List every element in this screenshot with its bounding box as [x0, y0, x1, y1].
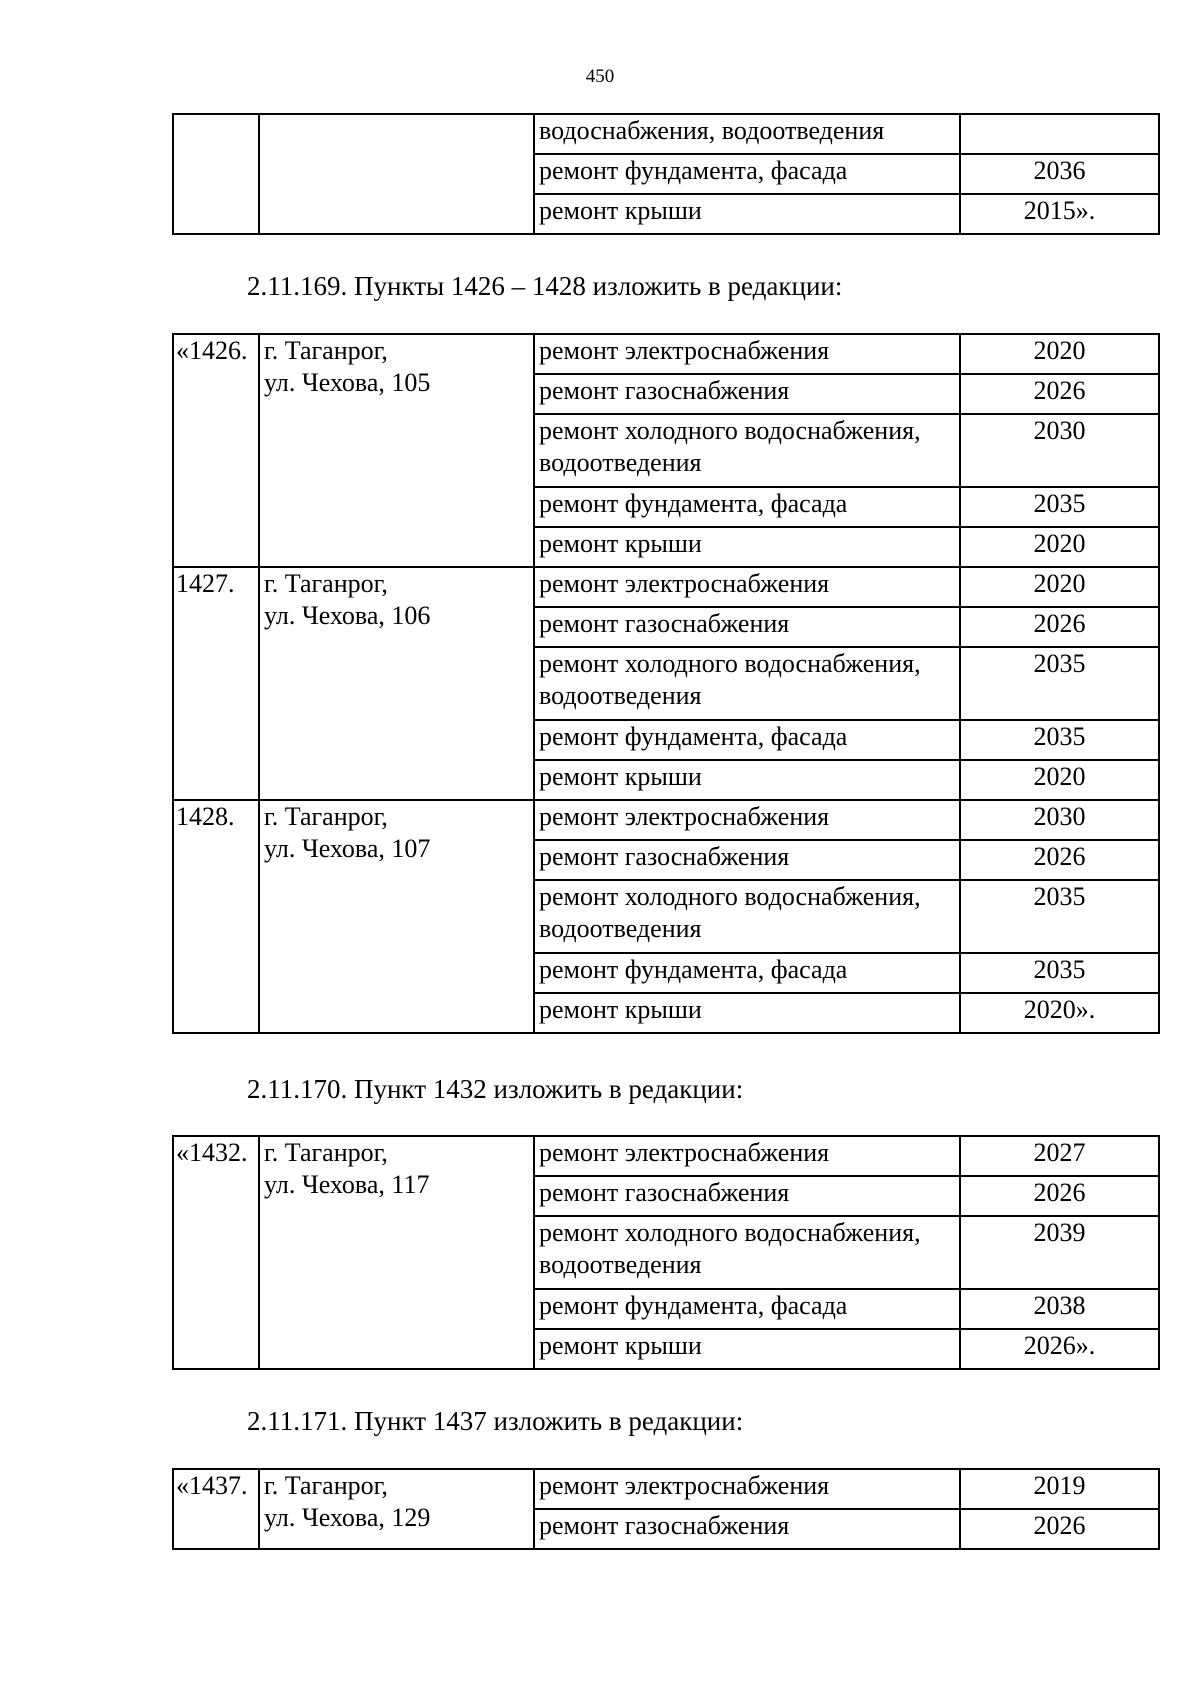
table-row — [173, 114, 1159, 154]
work-cell-text: ремонт электроснабжения — [539, 802, 830, 831]
work-cell — [534, 334, 960, 374]
year-cell-text: 2026». — [1023, 1331, 1096, 1360]
work-cell — [534, 1509, 960, 1549]
work-cell-text: ремонт холодного водоснабжения, водоотведения — [539, 882, 921, 943]
work-cell-text: ремонт крыши — [539, 529, 702, 558]
year-cell — [960, 334, 1159, 374]
work-cell-text: ремонт крыши — [539, 1331, 702, 1360]
year-cell — [960, 647, 1159, 720]
year-cell — [960, 1469, 1159, 1509]
work-cell-text: ремонт газоснабжения — [539, 842, 790, 871]
year-cell — [960, 953, 1159, 993]
empty-number-cell — [173, 114, 259, 234]
work-cell-text: ремонт электроснабжения — [539, 569, 830, 598]
item-number-cell-text: «1437. — [176, 1471, 248, 1500]
work-cell-text: ремонт газоснабжения — [539, 1511, 790, 1540]
year-cell — [960, 800, 1159, 840]
work-cell — [534, 527, 960, 567]
work-cell — [534, 840, 960, 880]
year-cell — [960, 1289, 1159, 1329]
address-cell — [259, 1469, 534, 1549]
work-cell-text: ремонт газоснабжения — [539, 1178, 790, 1207]
year-cell-text: 2026 — [1033, 1511, 1086, 1540]
year-cell — [960, 1136, 1159, 1176]
work-cell — [534, 567, 960, 607]
item-number-cell-text: «1426. — [176, 336, 248, 365]
year-cell-text: 2020 — [1033, 569, 1086, 598]
year-cell — [960, 487, 1159, 527]
year-cell-text: 2020 — [1033, 529, 1086, 558]
work-cell-text: ремонт газоснабжения — [539, 609, 790, 638]
year-cell — [960, 114, 1159, 154]
year-cell-text: 2020 — [1033, 336, 1086, 365]
item-number-cell-text: 1427. — [176, 569, 235, 598]
year-cell — [960, 414, 1159, 487]
work-cell — [534, 1289, 960, 1329]
year-cell-text: 2026 — [1033, 376, 1086, 405]
empty-address-cell — [259, 114, 534, 234]
items-table-1437 — [172, 1468, 1160, 1550]
year-cell — [960, 607, 1159, 647]
year-cell — [960, 194, 1159, 234]
item-number-cell — [173, 334, 259, 567]
item-number-cell — [173, 1136, 259, 1369]
work-cell — [534, 1136, 960, 1176]
year-cell-text: 2027 — [1033, 1138, 1086, 1167]
work-cell — [534, 1216, 960, 1289]
address-cell — [259, 334, 534, 567]
work-cell-text: ремонт фундамента, фасада — [539, 156, 848, 185]
work-cell — [534, 800, 960, 840]
year-cell — [960, 1216, 1159, 1289]
table-row — [173, 334, 1159, 374]
address-cell — [259, 567, 534, 800]
work-cell — [534, 374, 960, 414]
work-cell-text: ремонт фундамента, фасада — [539, 489, 848, 518]
work-cell-text: ремонт электроснабжения — [539, 1138, 830, 1167]
table-row — [173, 800, 1159, 840]
work-cell — [534, 880, 960, 953]
work-cell-text: ремонт газоснабжения — [539, 376, 790, 405]
work-cell — [534, 154, 960, 194]
year-cell-text: 2035 — [1033, 722, 1086, 751]
table-row — [173, 1136, 1159, 1176]
year-cell — [960, 374, 1159, 414]
items-table-1432 — [172, 1135, 1160, 1370]
year-cell-text: 2038 — [1033, 1291, 1086, 1320]
year-cell-text: 2036 — [1033, 156, 1086, 185]
year-cell-text: 2035 — [1033, 955, 1086, 984]
year-cell-text: 2026 — [1033, 609, 1086, 638]
year-cell-text: 2020 — [1033, 762, 1086, 791]
address-cell-text: г. Таганрог, ул. Чехова, 107 — [264, 802, 431, 863]
table-row — [173, 567, 1159, 607]
work-cell — [534, 607, 960, 647]
work-cell-text: водоснабжения, водоотведения — [539, 116, 885, 145]
work-cell — [534, 720, 960, 760]
section-heading-170: 2.11.170. Пункт 1432 изложить в редакции: — [247, 1074, 744, 1104]
work-cell-text: ремонт электроснабжения — [539, 1471, 830, 1500]
year-cell — [960, 527, 1159, 567]
section-heading-169: 2.11.169. Пункты 1426 – 1428 изложить в редакции: — [247, 271, 843, 301]
year-cell — [960, 154, 1159, 194]
work-cell — [534, 1469, 960, 1509]
year-cell — [960, 993, 1159, 1033]
continuation-table — [172, 113, 1160, 235]
item-number-cell — [173, 1469, 259, 1549]
table-row — [173, 1469, 1159, 1509]
work-cell-text: ремонт фундамента, фасада — [539, 722, 848, 751]
year-cell — [960, 880, 1159, 953]
work-cell-text: ремонт крыши — [539, 196, 702, 225]
year-cell — [960, 1509, 1159, 1549]
year-cell — [960, 720, 1159, 760]
year-cell — [960, 1329, 1159, 1369]
year-cell — [960, 760, 1159, 800]
year-cell-text: 2015». — [1023, 196, 1096, 225]
item-number-cell — [173, 800, 259, 1033]
work-cell-text: ремонт холодного водоснабжения, водоотведения — [539, 416, 921, 477]
work-cell — [534, 1176, 960, 1216]
work-cell — [534, 993, 960, 1033]
year-cell-text: 2026 — [1033, 1178, 1086, 1207]
year-cell-text: 2030 — [1033, 802, 1086, 831]
work-cell-text: ремонт холодного водоснабжения, водоотведения — [539, 649, 921, 710]
year-cell — [960, 840, 1159, 880]
year-cell-text: 2019 — [1033, 1471, 1086, 1500]
item-number-cell — [173, 567, 259, 800]
address-cell-text: г. Таганрог, ул. Чехова, 117 — [264, 1138, 430, 1199]
item-number-cell-text: «1432. — [176, 1138, 248, 1167]
work-cell-text: ремонт фундамента, фасада — [539, 955, 848, 984]
work-cell-text: ремонт холодного водоснабжения, водоотведения — [539, 1218, 921, 1279]
work-cell — [534, 760, 960, 800]
work-cell — [534, 1329, 960, 1369]
year-cell-text: 2035 — [1033, 882, 1086, 911]
address-cell — [259, 800, 534, 1033]
work-cell — [534, 194, 960, 234]
year-cell-text: 2026 — [1033, 842, 1086, 871]
work-cell-text: ремонт крыши — [539, 762, 702, 791]
work-cell-text: ремонт фундамента, фасада — [539, 1291, 848, 1320]
year-cell — [960, 1176, 1159, 1216]
work-cell — [534, 114, 960, 154]
year-cell-text: 2039 — [1033, 1218, 1086, 1247]
work-cell-text: ремонт крыши — [539, 995, 702, 1024]
year-cell-text: 2030 — [1033, 416, 1086, 445]
work-cell-text: ремонт электроснабжения — [539, 336, 830, 365]
work-cell — [534, 953, 960, 993]
item-number-cell-text: 1428. — [176, 802, 235, 831]
address-cell-text: г. Таганрог, ул. Чехова, 106 — [264, 569, 431, 630]
page-number: 450 — [585, 66, 615, 87]
section-heading-171: 2.11.171. Пункт 1437 изложить в редакции: — [247, 1406, 744, 1436]
work-cell — [534, 647, 960, 720]
address-cell — [259, 1136, 534, 1369]
year-cell-text: 2035 — [1033, 649, 1086, 678]
year-cell-text: 2035 — [1033, 489, 1086, 518]
year-cell-text: 2020». — [1023, 995, 1096, 1024]
address-cell-text: г. Таганрог, ул. Чехова, 129 — [264, 1471, 431, 1532]
work-cell — [534, 414, 960, 487]
items-table-1426-1428 — [172, 333, 1160, 1034]
year-cell — [960, 567, 1159, 607]
work-cell — [534, 487, 960, 527]
address-cell-text: г. Таганрог, ул. Чехова, 105 — [264, 336, 431, 397]
